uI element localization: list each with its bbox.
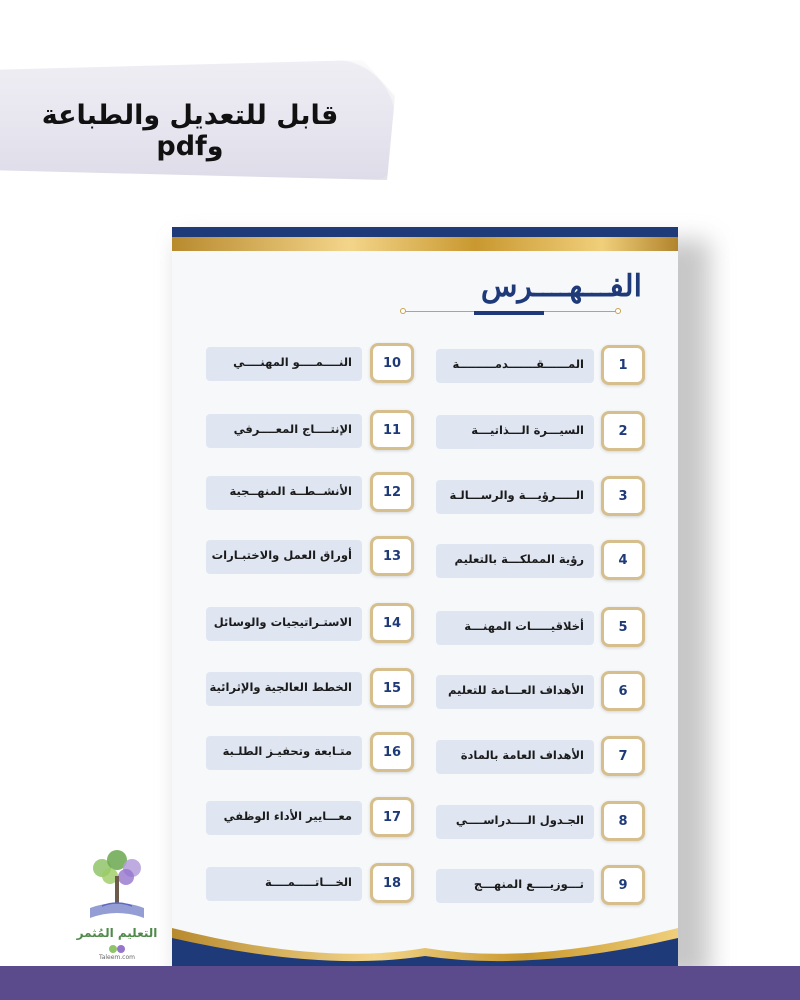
logo-text: التعليم المُثمر: [76, 926, 158, 940]
index-item-label: الخطط العالجية والإثرائية: [206, 672, 362, 706]
index-item-number: 12: [370, 472, 414, 512]
site-logo: [72, 846, 162, 966]
index-item-number: 10: [370, 343, 414, 383]
index-item-label: الأنشــطــة المنهــجية: [206, 476, 362, 510]
index-item-label: رؤية المملكـــة بالتعليم: [436, 544, 594, 578]
index-item: [172, 668, 678, 708]
index-item-label: الجـدول الــــدراســــي: [436, 805, 594, 839]
index-item-number: 17: [370, 797, 414, 837]
index-item-number: 6: [601, 671, 645, 711]
index-item-number: 16: [370, 732, 414, 772]
index-item: [172, 732, 678, 772]
index-item-label: الأهداف العـــامة للتعليم: [436, 675, 594, 709]
title-rule-dot-left: [400, 308, 406, 314]
title-underline-bar: [474, 311, 544, 315]
index-item: [172, 536, 678, 576]
index-item: [172, 797, 678, 837]
logo-dots-icon: [72, 944, 162, 954]
index-item-label: السيـــرة الـــذاتيـــة: [436, 415, 594, 449]
index-item-number: 4: [601, 540, 645, 580]
logo-subtext: Taleem.com: [99, 954, 135, 961]
index-item-number: 7: [601, 736, 645, 776]
banner-text: قابل للتعديل والطباعة وpdf: [41, 100, 339, 162]
index-item-label: الخـــاتـــــمــــة: [206, 867, 362, 901]
index-item-label: معـــايير الأداء الوظفي: [206, 801, 362, 835]
tree-book-icon: [72, 846, 162, 926]
index-item: [172, 343, 678, 383]
document-page: [172, 227, 678, 972]
page-top-navy-stripe: [172, 227, 678, 237]
index-item-label: المــــــقـــــــدمـــــــــة: [436, 349, 594, 383]
index-item: [172, 472, 678, 512]
index-item-number: 3: [601, 476, 645, 516]
index-item-label: الـــــرؤيـــة والرســـالـة: [436, 480, 594, 514]
index-item-label: الإنتــــاج المعــــرفي: [206, 414, 362, 448]
index-item-number: 15: [370, 668, 414, 708]
index-item-number: 8: [601, 801, 645, 841]
index-item: [172, 410, 678, 450]
index-item-number: 14: [370, 603, 414, 643]
index-item-label: الاستـراتيجيات والوسائل: [206, 607, 362, 641]
index-item-number: 5: [601, 607, 645, 647]
index-item-number: 2: [601, 411, 645, 451]
index-item-number: 9: [601, 865, 645, 905]
index-item: [172, 863, 678, 903]
index-item: [172, 603, 678, 643]
index-item-label: الأهداف العامة بالمادة: [436, 740, 594, 774]
title-rule-dot-right: [615, 308, 621, 314]
index-item-label: أوراق العمل والاختبـارات: [206, 540, 362, 574]
index-item-number: 13: [370, 536, 414, 576]
index-item-number: 11: [370, 410, 414, 450]
index-item-number: 1: [601, 345, 645, 385]
index-item-number: 18: [370, 863, 414, 903]
index-item-label: النــــمــــو المهنــــي: [206, 347, 362, 381]
index-title: الفـــهــــرس: [480, 269, 642, 304]
index-item-label: تـــوزيــــع المنهـــج: [436, 869, 594, 903]
bottom-band: [0, 966, 800, 1000]
index-item-label: متـابعة وتحفيـز الطلـبة: [206, 736, 362, 770]
index-item-label: أخلاقيـــــات المهنـــة: [436, 611, 594, 645]
page-top-gold-stripe: [172, 237, 678, 251]
